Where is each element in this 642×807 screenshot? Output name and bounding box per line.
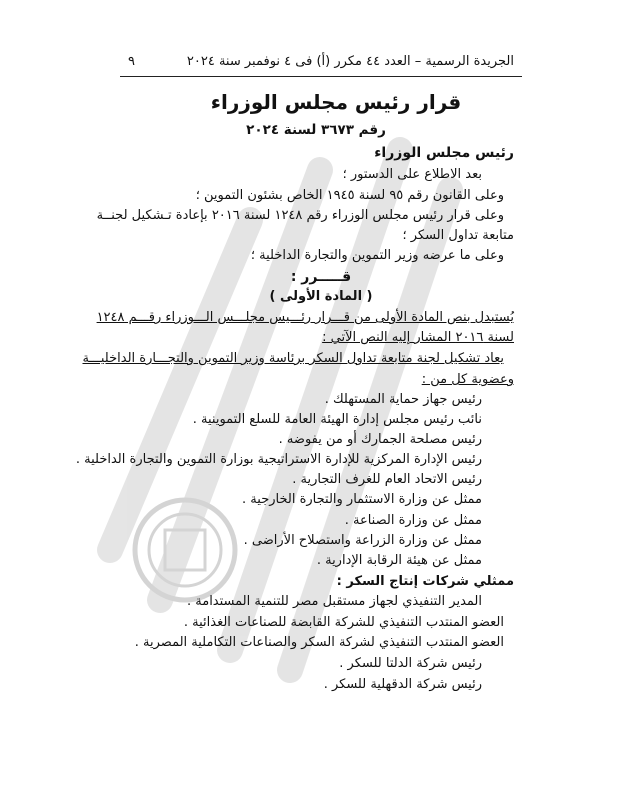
member-item: ممثل عن وزارة الصناعة . (344, 513, 482, 528)
decree-number: رقم ٣٦٧٣ لسنة ٢٠٢٤ (246, 122, 386, 138)
decree-title: قرار رئيس مجلس الوزراء (210, 90, 462, 114)
member-item: ممثل عن وزارة الاستثمار والتجارة الخارجية . (242, 492, 482, 507)
article-text-line: يعاد تشكيل لجنة متابعة تداول السكر برئاسة وزير التموين والتجـــارة الداخليـــة (82, 351, 504, 366)
article-text-line: وعضوية كل من : (421, 372, 514, 387)
member-item: رئيس الإدارة المركزية للإدارة الاستراتيجية بوزارة التموين والتجارة الداخلية . (75, 452, 482, 467)
article-text-line: يُستبدل بنص المادة الأولى من قـــرار رئـــيس مجلـــس الـــوزراء رقـــم ١٢٤٨ (96, 310, 514, 325)
member-item: رئيس مصلحة الجمارك أو من يفوضه . (278, 432, 482, 447)
preamble-line: وعلى قرار رئيس مجلس الوزراء رقم ١٢٤٨ لسنة ٢٠١٦ بإعادة تـشكيل لجنــة (96, 208, 504, 223)
preamble-line: وعلى القانون رقم ٩٥ لسنة ١٩٤٥ الخاص بشئون التموين ؛ (195, 188, 504, 203)
page-number: ٩ (128, 53, 135, 69)
issuer-heading: رئيس مجلس الوزراء (374, 145, 514, 161)
journal-header (128, 48, 514, 74)
preamble-line: بعد الاطلاع على الدستور ؛ (342, 167, 482, 182)
sugar-member-item: رئيس شركة الدلتا للسكر . (339, 656, 482, 671)
decided-heading: قـــــرر : (290, 269, 352, 285)
member-item: ممثل عن هيئة الرقابة الإدارية . (316, 553, 482, 568)
journal-title: الجريدة الرسمية – العدد ٤٤ مكرر (أ) فى ٤ نوفمبر سنة ٢٠٢٤ (186, 53, 514, 69)
sugar-member-item: رئيس شركة الدقهلية للسكر . (323, 677, 482, 692)
preamble-line: متابعة تداول السكر ؛ (402, 228, 514, 243)
sugar-member-item: العضو المنتدب التنفيذي لشركة السكر والصناعات التكاملية المصرية . (134, 635, 504, 650)
sugar-member-item: المدير التنفيذي لجهاز مستقبل مصر للتنمية المستدامة . (187, 594, 482, 609)
sugar-companies-heading: ممثلي شركات إنتاج السكر : (336, 574, 514, 589)
member-item: رئيس الاتحاد العام للغرف التجارية . (292, 472, 482, 487)
article-text-line: لسنة ٢٠١٦ المشار إليه النص الآتي : (322, 330, 514, 345)
member-item: رئيس جهاز حماية المستهلك . (324, 392, 482, 407)
member-item: ممثل عن وزارة الزراعة واستصلاح الأراضى . (243, 533, 482, 548)
article-one-heading: ( المادة الأولى ) (269, 289, 373, 304)
preamble-line: وعلى ما عرضه وزير التموين والتجارة الداخلية ؛ (250, 248, 504, 263)
header-divider (120, 76, 522, 77)
sugar-member-item: العضو المنتدب التنفيذي للشركة القابضة للصناعات الغذائية . (183, 615, 504, 630)
member-item: نائب رئيس مجلس إدارة الهيئة العامة للسلع التموينية . (192, 412, 482, 427)
